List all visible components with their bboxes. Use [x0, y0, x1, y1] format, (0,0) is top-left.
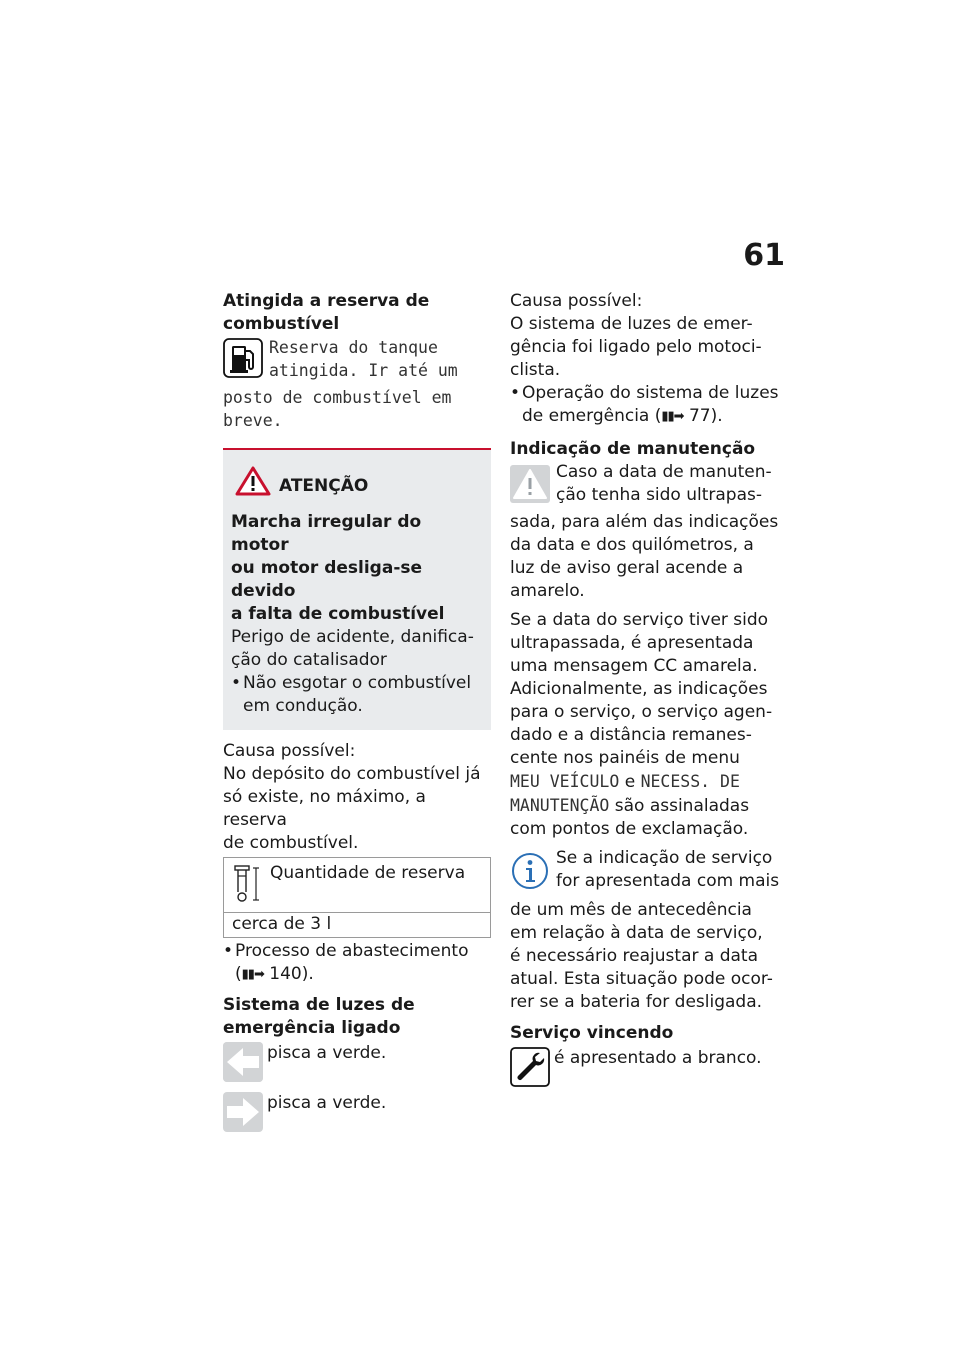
right-cause-line1: O sistema de luzes de emer-: [510, 314, 753, 334]
info-icon: [510, 851, 550, 895]
hazard-right-text: pisca a verde.: [267, 1093, 387, 1113]
info-line7: rer se a bateria for desligada.: [510, 992, 763, 1012]
general-warning-icon: [510, 465, 550, 507]
maint-p2-line1: Se a data do serviço tiver sido: [510, 610, 769, 630]
maint-p1-line5: luz de aviso geral acende a: [510, 558, 744, 578]
maint-p2-line2: ultrapassada, é apresentada: [510, 633, 754, 653]
hazard-operation-ref[interactable]: 77).: [688, 406, 723, 426]
right-cause-line2: gência foi ligado pelo motoci-: [510, 337, 762, 357]
info-line2: for apresentada com mais: [556, 871, 780, 891]
right-column: [510, 290, 782, 1091]
warning-bold-line1: Marcha irregular do motor: [231, 512, 422, 555]
right-cause-line3: clista.: [510, 360, 561, 380]
menu-manutencao: MANUTENÇÃO: [510, 796, 610, 815]
maint-menu-line2: MANUTENÇÃO são assinaladas: [510, 796, 750, 816]
service-row: [510, 1047, 782, 1091]
refuel-ref[interactable]: 140).: [269, 964, 314, 984]
menu-meu-veiculo: MEU VEÍCULO: [510, 772, 620, 791]
fuel-pump-icon: [223, 338, 263, 382]
hazard-section: [223, 994, 491, 1132]
cause-line2: só existe, no máximo, a reserva: [223, 787, 426, 830]
reserve-table-header-row: [224, 858, 490, 913]
cause-line3: de combustível.: [223, 833, 359, 853]
maint-p1-line3: sada, para além das indicações: [510, 512, 779, 532]
wrench-icon: [510, 1047, 550, 1091]
maint-p2-line6: dado e a distância remanes-: [510, 725, 752, 745]
turn-left-icon: [223, 1042, 263, 1082]
warning-box: [223, 448, 491, 730]
info-line6: atual. Esta situação pode ocor-: [510, 969, 773, 989]
cause-line1: No depósito do combustível já: [223, 764, 481, 784]
service-due-section: [510, 1022, 782, 1091]
fuel-message-line3: posto de combustível em: [223, 388, 452, 407]
fuel-reserve-section: [223, 290, 491, 432]
warning-bold-line3: a falta de combustível: [231, 604, 445, 624]
maint-p1-line6: amarelo.: [510, 581, 585, 601]
fuel-message-line4: breve.: [223, 411, 283, 430]
reference-arrow-icon: ▮▮➡: [241, 967, 264, 982]
maint-menu-line1: MEU VEÍCULO e NECESS. DE: [510, 772, 740, 792]
hazard-left-text: pisca a verde.: [267, 1043, 387, 1063]
hazard-right-row: [223, 1092, 491, 1132]
warning-bullet-line2: em condução.: [243, 696, 363, 716]
reference-arrow-icon: ▮▮➡: [661, 409, 684, 424]
maint-p1-line2: ção tenha sido ultrapas-: [556, 485, 763, 505]
info-line1: Se a indicação de serviço: [556, 848, 773, 868]
reserve-table-value: cerca de 3 l: [232, 914, 332, 934]
menu-necess-de: NECESS. DE: [640, 772, 740, 791]
service-text: é apresentado a branco.: [554, 1048, 762, 1068]
hazard-heading-line2: emergência ligado: [223, 1018, 401, 1038]
reserve-table-header: Quantidade de reserva: [270, 863, 466, 883]
warning-title-row: [231, 466, 481, 505]
hazard-left-row: [223, 1042, 491, 1082]
tank-reserve-icon: [224, 858, 270, 912]
warning-triangle-icon: [235, 466, 271, 505]
hazard-operation-line1: Operação do sistema de luzes: [522, 383, 779, 403]
info-line3: de um mês de antecedência: [510, 900, 752, 920]
turn-right-icon: [223, 1092, 263, 1132]
refuel-line1: Processo de abastecimento: [235, 941, 469, 961]
fuel-message-line2: atingida. Ir até um: [269, 361, 458, 380]
service-heading: Serviço vincendo: [510, 1023, 674, 1043]
cause-label: Causa possível:: [223, 741, 356, 761]
hazard-heading-line1: Sistema de luzes de: [223, 995, 415, 1015]
warning-text-line1: Perigo de acidente, danifica-: [231, 627, 474, 647]
maint-p2-line4: Adicionalmente, as indicações: [510, 679, 768, 699]
info-line4: em relação à data de serviço,: [510, 923, 763, 943]
left-column: [223, 290, 491, 1132]
right-cause-section: [510, 290, 782, 428]
maint-p1-line1: Caso a data de manuten-: [556, 462, 772, 482]
warning-title: ATENÇÃO: [279, 475, 369, 496]
maint-p2-line10: com pontos de exclamação.: [510, 819, 749, 839]
fuel-reserve-heading: Atingida a reserva de combustível: [223, 291, 430, 334]
refuel-ref-line: (▮▮➡ 140).: [235, 964, 314, 984]
refuel-bullet: • Processo de abastecimento: [223, 941, 469, 961]
hazard-operation-ref-line: de emergência (▮▮➡ 77).: [522, 406, 723, 426]
maintenance-heading: Indicação de manutenção: [510, 439, 756, 459]
info-line5: é necessário reajustar a data: [510, 946, 758, 966]
maint-p2-line3: uma mensagem CC amarela.: [510, 656, 758, 676]
cause-section: [223, 740, 491, 855]
warning-bullet: • Não esgotar o combustível em condução.: [231, 672, 481, 718]
hazard-operation-bullet: • Operação do sistema de luzes: [510, 383, 779, 403]
reserve-table: [223, 857, 491, 938]
fuel-message-line1: Reserva do tanque: [269, 338, 438, 357]
maint-p2-line5: para o serviço, o serviço agen-: [510, 702, 773, 722]
maint-p1-line4: da data e dos quilómetros, a: [510, 535, 754, 555]
maint-p2-line7: cente nos painéis de menu: [510, 748, 740, 768]
warning-bold-line2: ou motor desliga-se devido: [231, 558, 423, 601]
page-number: 61: [743, 238, 785, 273]
warning-text-line2: ção do catalisador: [231, 650, 387, 670]
maintenance-section: [510, 438, 782, 1014]
right-cause-label: Causa possível:: [510, 291, 643, 311]
warning-bullet-line1: Não esgotar o combustível: [243, 673, 472, 693]
